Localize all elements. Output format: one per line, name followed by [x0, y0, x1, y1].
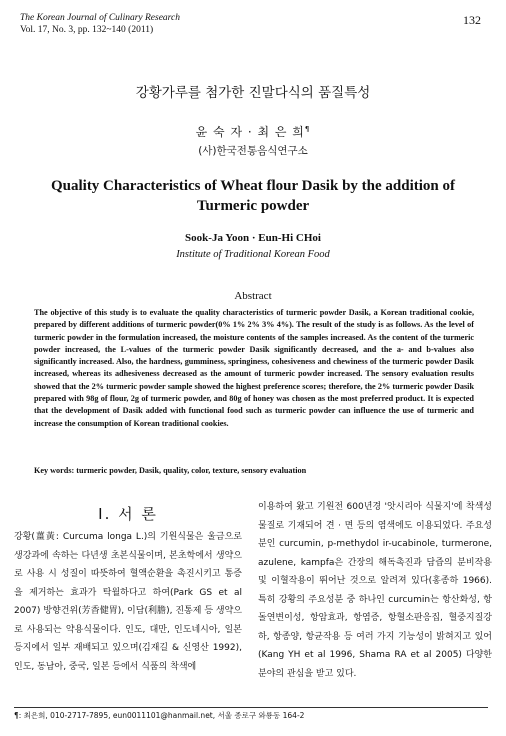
journal-name: The Korean Journal of Culinary Research	[20, 13, 180, 23]
english-title: Quality Characteristics of Wheat flour Dasik by the addition of Turmeric powder	[50, 178, 456, 214]
corresponding-author-mark: ¶	[304, 125, 311, 133]
volume-info: Vol. 17, No. 3, pp. 132~140 (2011)	[20, 25, 154, 35]
keywords: Key words: turmeric powder, Dasik, quality, color, texture, sensory evaluation	[34, 466, 307, 475]
footnote: ¶: 최은희, 010-2717-7895, eun0011101@hanmail.net, 서울 종로구 와룡동 164-2	[14, 711, 305, 720]
korean-author-names: 윤 숙 자 · 최 은 희	[195, 125, 305, 139]
english-authors: Sook-Ja Yoon · Eun-Hi CHoi	[185, 232, 321, 244]
section-heading-introduction: Ⅰ. 서 론	[98, 505, 158, 523]
korean-title: 강황가루를 첨가한 진말다식의 품질특성	[135, 85, 371, 101]
body-text-right-column: 이용하여 왔고 기원전 600년경 '앗시리아 식물지'에 착색성 물질로 기재되어 견 · 면 등의 염색에도 이용되었다. 주요성분인 curcumin, p-methydol ir-ucabinole, turmerone, azulene, kampfa은 간장의 해독촉진과 담즙의 분비작용 및 이혈작용이 뛰어난 것으로 알려져 있다(홍종하 1966). 특히 강황의 주요성분 중 하나인 curcumin는 항산화성, 항돌연변이성, 항암효과, 항염증, 항혈소판응집, 혈중지질강하, 항종양, 항균작용 등 여러 가지 기능성이 밝혀지고 있어(Kang YH et al 1996, Shama RA et al 2005) 다양한 분야의 관심을 받고 있다.	[258, 502, 492, 679]
korean-institution: (사)한국전통음식연구소	[198, 145, 308, 157]
abstract-text: The objective of this study is to evaluate the quality characteristics of turmeric powder Dasik, a Korean traditional cookie, prepared by different additions of turmeric powder(0% 1% 2% 3% 4%). The result of the study is as follows. As the level of turmeric powder in the formulation increased, the moisture contents of the samples increased. As the content of the turmeric powder increased, the L-values of the turmeric powder Dasik significantly decreased, and the a- and b-values also significantly increased. Also, the hardness, gumminess, springiness, cohesiveness and chewiness of the turmeric powder Dasik increased, whereas its adhesiveness decreased as the amount of turmeric powder increased. The sensory evaluation results showed that the 2% turmeric powder sample showed the highest preference scores; therefore, the 2% turmeric powder Dasik prepared with 98g of flour, 2g of turmeric powder, and 80g of honey was chosen as the most preferred product. It is expected that the development of Dasik added with functional food such as turmeric powder can influence the use of turmeric and increase the consumption of Korean traditional cookies.	[34, 308, 474, 428]
page-number: 132	[463, 13, 481, 27]
journal-header	[20, 12, 180, 36]
footnote-divider	[14, 707, 488, 708]
body-text-left-column: 강황(薑黃: Curcuma longa L.)의 기원식물은 울금으로 생강과에 속하는 다년생 초본식물이며, 본초학에서 생약으로 사용 시 성질이 따뜻하여 혈액순환을 촉진시키고 통증을 제거하는 효과가 탁월하다고 하여(Park GS et al 2007) 방향건위(芳香健胃), 이담(利膽), 진통제 등 생약으로 사용되는 약용식물이다. 인도, 대만, 인도네시아, 일본 등지에서 일부 재배되고 있으며(김재길 & 신영산 1992), 인도, 동남아, 중국, 일본 등에서 식품의 착색에	[14, 532, 242, 672]
english-institution: Institute of Traditional Korean Food	[176, 249, 330, 260]
korean-authors	[0, 123, 506, 140]
abstract-heading: Abstract	[234, 290, 272, 302]
